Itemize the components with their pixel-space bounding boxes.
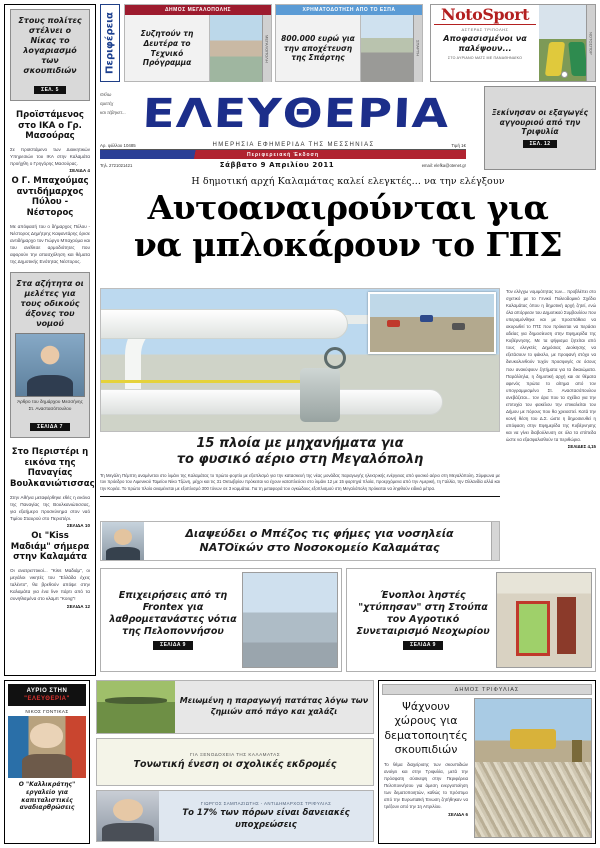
gas-shipment-body: Τη Μεγάλη Πέμπτη αναμένεται στο λιμάνι της Καλαμάτας το πρώτο φορτίο με εξοπλισμό για την κατασκευή της νέας μονάδας παραγωγής ηλεκτρικής ενέργειας από φυσικό αέριο στη Μεγαλόπολη. Σύμφωνα με τον πρόεδρο του Λιμενικού Ταμείου Νίκο Τζώνη, μέχρι και τις 31 Οκτωβρίου πρόκειται να έχουν καταπλεύσει στο λιμάνι 12 με 15 φορτηγά πλοία, προερχόμενα από την Αμερική, τη Γαλλία, την Ολλανδία αλλά και την Κορέα. Το πρώτο πλοίο αναμένεται με εξοπλισμό 300 τόνων σε 3 κομμάτια. Για τη μεταφορά του ογκώδους εξοπλισμού στη Μεγαλόπολη πρόκειται να ληφθούν ειδικά μέτρα. xyxy=(100,472,500,491)
gas-shipment-headline-line-2: το φυσικό αέριο στη Μεγαλόπολη xyxy=(176,452,424,468)
sidebar-story-3-headline[interactable]: Στο Περιστέρι η εικόνα της Παναγίας Βουλκανιώτισσας xyxy=(10,447,95,490)
trifylia-story-box[interactable] xyxy=(378,680,596,844)
tomorrow-promo-box[interactable] xyxy=(4,680,90,844)
top-teaser-sparti[interactable] xyxy=(275,4,423,82)
sidebar-story-4-body xyxy=(10,567,90,609)
section-divider xyxy=(100,496,500,497)
motto-line-1: Θέλω xyxy=(100,92,112,97)
megalopoli-spine-label: ΜΕΓΑΛΟΠΟΛΗ xyxy=(262,15,271,82)
potato-teaser-text: Μειωμένη η παραγωγή πατάτας λόγω των ζημιών από πάγο και χαλάζι xyxy=(179,696,369,716)
robbery-teaser-text: Ένοπλοι ληστές "χτύπησαν" στη Στούπα τον Αγροτικό Συνεταιρισμό Νεοχωρίου xyxy=(356,590,490,637)
natural-gas-pipeline-photo xyxy=(100,288,500,432)
masthead-email: email: elefka@otenet.gr xyxy=(421,162,466,168)
lead-kicker: Η δημοτική αρχή Καλαμάτας καλεί ελεγκτές... να την ελέγξουν xyxy=(191,176,505,187)
lead-headline-line-2: να μπλοκάρουν το ΓΠΣ xyxy=(133,224,563,264)
sidebar-teaser-text: Στους πολίτες στέλνει ο Νίκας το λογαριασμό των σκουπιδιών xyxy=(18,16,82,75)
masthead-price: Τιμή 1€ xyxy=(451,142,466,148)
sampaziotis-portrait-photo xyxy=(97,791,159,841)
mayor-portrait-photo xyxy=(15,333,85,397)
school-excursions-text: Τονωτική ένεση οι σχολικές εκδρομές xyxy=(133,759,337,771)
tomorrow-promo-banner xyxy=(8,684,86,706)
masthead-subtitle: ΗΜΕΡΗΣΙΑ ΕΦΗΜΕΡΙΔΑ ΤΗΣ ΜΕΣΣΗΝΙΑΣ xyxy=(212,142,375,148)
sidebar-story-2-headline[interactable]: Ο Γ. Μπαχούμας αντιδήμαρχος Πύλου - Νέστορος xyxy=(11,176,89,219)
sidebar-story-4-headline[interactable]: Οι "Kiss Μαδιάμ" σήμερα στην Καλαμάτα xyxy=(10,531,90,563)
sidebar-story-3-page: ΣΕΛΙΔΑ 10 xyxy=(66,523,90,529)
sidebar-teaser-page: ΣΕΛ. 5 xyxy=(34,86,66,94)
gas-shipment-headline[interactable] xyxy=(100,436,500,469)
trifylia-page: ΣΕΛΙΔΑ 6 xyxy=(448,811,468,817)
top-teaser-strip xyxy=(100,4,596,82)
masthead-info-line-2 xyxy=(100,161,466,169)
bezos-headline xyxy=(148,527,491,556)
frontex-teaser-page: ΣΕΛΙΔΑ 9 xyxy=(153,641,193,650)
tomorrow-promo-line-1: ΑΥΡΙΟ ΣΤΗΝ xyxy=(26,688,68,694)
notosport-teaser[interactable] xyxy=(430,4,596,82)
masthead-side-teaser-page: ΣΕΛ. 12 xyxy=(523,140,558,148)
periferia-tab-label: Περιφέρεια xyxy=(104,12,116,74)
masthead-ribbon-label: Περιφερειακή Έκδοση xyxy=(246,151,320,158)
masthead-phone: Τηλ. 2721021421 xyxy=(100,162,133,168)
football-players-photo xyxy=(539,5,595,81)
robbery-teaser-page: ΣΕΛΙΔΑ 9 xyxy=(403,641,443,650)
tomorrow-promo-author: ΝΙΚΟΣ ΓΟΝΤΙΚΑΣ xyxy=(25,709,69,714)
megalopoli-town-photo xyxy=(209,15,271,82)
sparti-street-photo xyxy=(360,15,422,82)
masthead-side-teaser-text: Ξεκίνησαν οι εξαγωγές αγγουριού από την Τριφυλία xyxy=(491,108,589,137)
masthead-logo-text: ΕΛΕΥΘΕΡΙΑ xyxy=(141,91,451,137)
sidebar-teaser-box[interactable] xyxy=(10,9,90,101)
periferia-tab xyxy=(100,4,120,82)
notosport-logo xyxy=(434,7,536,25)
sampaziotis-teaser[interactable] xyxy=(96,790,374,842)
masthead-side-teaser[interactable] xyxy=(484,86,596,170)
masthead-issue-number: Αρ. φύλλου 10485 xyxy=(100,142,136,148)
sidebar-story-1-headline[interactable]: Προϊστάμενος στο ΙΚΑ ο Γρ. Μασούρας xyxy=(16,110,84,142)
sidebar-story-1-text: Σε προϊστάμενο των Διοικητικών Υπηρεσιών του ΙΚΑ στην Καλαμάτα προήχθη ο Γρηγόρης Μασούρας. xyxy=(10,146,90,167)
top-teaser-sparti-text: 800.000 ευρώ για την αποχέτευση της Σπάρτης xyxy=(281,33,355,63)
left-sidebar xyxy=(4,4,96,676)
trifylia-headline: Ψάχνουν χώρους για δεματοποιητές σκουπιδιών xyxy=(384,700,468,756)
masthead-info-line-1 xyxy=(100,142,466,150)
sidebar-story-4-text: Οι ανατρεπτικοί... "Kiss Μαδιάμ", οι μεγάλοι νικητές του "Ελλάδα έχεις ταλέντο", θα βρεθούν απόψε στην Καλαμάτα για ένα live πάρτι από τα συνηθισμένα στο κλαμπ "Kong"! xyxy=(10,567,90,602)
frontex-teaser-text: Επιχειρήσεις από τη Frontex για λαθρομετανάστες νότια της Πελοποννήσου xyxy=(109,590,237,637)
top-teaser-megalopoli-bar: ΔΗΜΟΣ ΜΕΓΑΛΟΠΟΛΗΣ xyxy=(125,5,271,15)
notosport-spine-label: ΝΟΤΟΣΠΟΡ xyxy=(586,5,595,81)
sidebar-photo-teaser[interactable] xyxy=(10,272,90,438)
landfill-bulldozer-photo xyxy=(474,698,592,838)
bezos-spine xyxy=(491,522,499,560)
sidebar-photo-caption: Άρθρο του δημάρχου Μεσσήνης Στ. Αναστασόπουλου xyxy=(17,399,83,412)
potato-field-photo xyxy=(97,681,175,733)
sidebar-story-1-page: ΣΕΛΙΔΑ 4 xyxy=(69,168,90,174)
robbery-teaser-box[interactable] xyxy=(346,568,596,672)
sidebar-story-3-body xyxy=(10,494,90,529)
agricultural-cooperative-photo xyxy=(496,572,592,668)
bezos-story-bar[interactable] xyxy=(100,521,500,561)
potato-teaser[interactable] xyxy=(96,680,374,734)
lead-story-header xyxy=(100,176,596,264)
masthead-ribbon xyxy=(100,150,466,159)
top-teaser-megalopoli-text: Συζητούν τη Δευτέρα το Τεχνικό Πρόγραμμα xyxy=(140,29,194,68)
notosport-logo-noto: Noto xyxy=(440,5,483,24)
notosport-kicker: ΑΣΤΕΡΑΣ ΤΡΙΠΟΛΗΣ xyxy=(461,27,509,32)
gas-shipment-headline-line-1: 15 πλοία με μηχανήματα για xyxy=(196,436,404,451)
bottom-section xyxy=(4,680,596,844)
notosport-logo-sport: Sport xyxy=(482,5,530,24)
sidebar-photo-teaser-text: Στα αζήτητα οι μελέτες για τους οδικούς άξονες του νομού xyxy=(16,279,84,329)
lead-story-body-text: Τον ελέγχω νομιμότητας των... προβλέπει στο σχετικό με το Γενικό Πολεοδομικό Σχέδιο Καλαμάτας όπου η δημοτική αρχή ζητεί, ενώ όλα απόρρεαν του Δημοτικού Συμβουλίου που υπεραμύνθηκε και με προσπάθεια να ακυρωθεί το ΓΠΣ που πρόκειται να περάσει αδείας για δημοσίευση στην Εφημερίδα της Κυβέρνησης. Με τα ψήφισμα ζητείται από τους ελεγκτές Δημόσιας Διοίκησης να εξετάσουν το φάκελο, με προφανή στόχο να διευκολυνθούν τυχόν προσφυγές σε όσους που ανακύψουν ζητήματα για τα δικαιώματα. Παράλληλα, η δημοτική αρχή και σε θέματα αφενός πρώτα το αίτημα από τον υπογραμμισμένο Στ. Αναστασόπουλου ανεβάζεται... τον άρα που τα σχέδια για την επιτυχία του φακέλου την επικαλείται του Δήμου με πόρους που θα χρειαστεί. Κατά την κοινή θέση του Δ.Σ. ώστε η δημοσιευθεί η απόφαση στην Εφημερίδα της Κυβέρνησης και να γίνει διαβούλευση σε όλα τα επίπεδα ώστε να εξασφαλισθούν τα περιθώρια. xyxy=(506,289,596,442)
tomorrow-promo-caption: Ο "Καλλικράτης" εργαλείο για καπιταλιστικές αναδιαρθρώσεις xyxy=(18,781,76,812)
sampaziotis-text: Το 17% των πόρων είναι δανειακές υποχρεώσεις xyxy=(182,808,350,830)
sidebar-story-4-page: ΣΕΛΙΔΑ 12 xyxy=(66,603,90,609)
tomorrow-promo-line-2: "ΕΛΕΥΘΕΡΙΑ" xyxy=(24,696,70,702)
masthead-date: Σάββατο 9 Απριλίου 2011 xyxy=(219,161,335,169)
motto-line-3: και τέβηκετ... xyxy=(100,110,126,116)
sampaziotis-kicker: ΓΙΩΡΓΟΣ ΣΑΜΠΑΖΙΩΤΗΣ - ΑΝΤΙΔΗΜΑΡΧΟΣ ΤΡΙΦΥΛΙΑΣ xyxy=(200,801,332,807)
frontex-teaser-box[interactable] xyxy=(100,568,342,672)
school-excursions-teaser[interactable] xyxy=(96,738,374,786)
top-teaser-megalopoli[interactable] xyxy=(124,4,272,82)
lead-headline[interactable] xyxy=(100,190,596,264)
sidebar-story-3-text: Στην Αθήνα μεταφέρθηκε εθές η εικόνα της Παναγίας της Βουλκανιώτισσας, για εξαήμερο προσκύνημα στον ναό Τιμίου Σταυρού στο Περιστέρι. xyxy=(10,494,90,521)
masthead-logo[interactable] xyxy=(126,86,466,142)
bottom-middle-column xyxy=(96,680,374,844)
frontex-port-photo xyxy=(242,572,338,668)
motto-line-2: αμετέχ xyxy=(100,101,114,107)
masthead xyxy=(100,86,596,172)
lead-headline-line-1: Αυτοαναιρούνται για xyxy=(147,188,549,227)
sidebar-story-2-body: Με απόφασή του ο δήμαρχος Πύλου - Νέστορος Δημήτρης Καφαντάρης όρισε αντιδήμαρχο τον Γιώργο Μπαχούμα και του ανέθεσε αρμοδιότητες που αφορούν την απασχόληση και θέματα της Δημοτικής Ενότητας Νέστορος. xyxy=(10,223,90,265)
trifylia-body-text: Το θέμα διαχείρισης των σκουπιδιών ανοίγει και στην Τριφυλία, μετά την πρόσφατη σύσκεψη στην Περιφέρεια Πελοποννήσου για άμεση ενεργοποίηση των δεματοποιητών, καθώς το πρόστιμο από την Ευρωπαϊκή Ένωση ζητήθηκαν να τρέξουν από την 1η Απριλίου. xyxy=(384,762,468,810)
top-teaser-sparti-bar: ΧΡΗΜΑΤΟΔΟΤΗΣΗ ΑΠΟ ΤΟ ΕΣΠΑ xyxy=(276,5,422,15)
bezos-headline-line-1: Διαψεύδει ο Μπέζος τις φήμες για νοσηλεία xyxy=(185,526,454,540)
notosport-headline: Αποφασισμένοι να παλέψουν... xyxy=(443,34,527,53)
bezos-portrait-photo xyxy=(102,522,144,560)
nikos-gontikas-portrait-photo xyxy=(8,716,86,778)
road-works-photo xyxy=(368,292,496,354)
notosport-footer: ΣΤΟ ΑΥΡΙΑΝΟ ΜΑΤΣ ΜΕ ΠΑΝΑΘΗΝΑΪΚΟ xyxy=(447,56,523,60)
lead-story-pages: ΣΕΛΙΔΕΣ 4,15 xyxy=(567,444,596,450)
gas-shipment-story xyxy=(100,436,500,497)
bezos-headline-line-2: ΝΑΤΟϊκών στο Νοσοκομείο Καλαμάτας xyxy=(199,541,440,554)
sidebar-story-1-body xyxy=(10,146,90,174)
school-excursions-kicker: ΓΙΑ ΞΕΝΟΔΟΧΕΙΑ ΤΗΣ ΚΑΛΑΜΑΤΑΣ xyxy=(189,752,281,758)
sparti-spine-label: ΣΠΑΡΤΗ xyxy=(413,15,422,82)
lead-story-body-column xyxy=(506,288,596,566)
trifylia-body xyxy=(384,761,468,817)
trifylia-bar-label: ΔΗΜΟΣ ΤΡΙΦΥΛΙΑΣ xyxy=(382,684,592,695)
sidebar-photo-page: ΣΕΛΙΔΑ 7 xyxy=(30,423,70,431)
